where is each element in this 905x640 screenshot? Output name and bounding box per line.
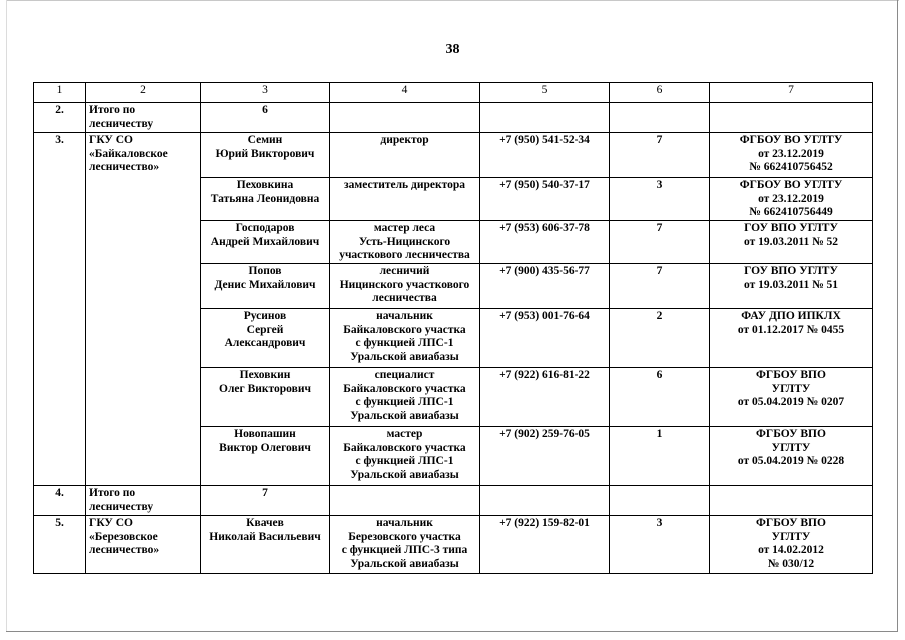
document-cell: [710, 264, 873, 309]
position-line: Уральской авиабазы: [350, 409, 459, 422]
column-header: 4: [330, 83, 480, 103]
page-frame-bottom: [6, 631, 898, 632]
empty-cell: [710, 103, 873, 133]
document-cell: [710, 368, 873, 427]
document-line: от 05.04.2019 № 0228: [737, 455, 845, 468]
position-cell: [330, 133, 480, 178]
phone-cell: +7 (950) 540-37-17: [480, 178, 610, 221]
column-header: 6: [610, 83, 710, 103]
row-number: 5.: [34, 516, 86, 574]
phone-cell: +7 (950) 541-52-34: [480, 133, 610, 178]
column-header: 3: [201, 83, 330, 103]
empty-cell: [480, 486, 610, 516]
experience-cell: 7: [610, 133, 710, 178]
person-name-line: Пеховкин: [239, 369, 291, 381]
phone-cell: +7 (922) 616-81-22: [480, 368, 610, 427]
staff-table: [33, 82, 873, 574]
position-line: лесничий: [379, 265, 430, 277]
phone-cell: +7 (953) 001-76-64: [480, 309, 610, 368]
page-frame-right: [897, 0, 898, 632]
document-line: от 01.12.2017 № 0455: [737, 323, 845, 336]
position-line: участкового лесничества: [339, 249, 470, 262]
row-number: 3.: [34, 133, 86, 486]
position-line: с функцией ЛПС-1: [355, 337, 454, 350]
person-name-cell: [201, 264, 330, 309]
page-frame-left: [6, 0, 7, 632]
document-line: от 05.04.2019 № 0207: [737, 396, 845, 409]
organization-cell: [86, 486, 201, 516]
document-line: УГЛТУ: [771, 530, 811, 543]
position-cell: [330, 221, 480, 264]
person-name-cell: [201, 221, 330, 264]
experience-cell: 1: [610, 427, 710, 486]
organization-line: ГКУ СО: [89, 517, 133, 529]
position-line: директор: [380, 134, 429, 146]
person-name-cell: [201, 309, 330, 368]
document-cell: [710, 516, 873, 574]
experience-cell: 3: [610, 516, 710, 574]
person-name-line: Русинов: [243, 310, 287, 322]
document-line: ФГБОУ ВПО: [756, 428, 826, 440]
experience-cell: 7: [610, 264, 710, 309]
position-line: Уральской авиабазы: [350, 557, 459, 570]
column-header: 5: [480, 83, 610, 103]
document-cell: [710, 221, 873, 264]
position-cell: [330, 178, 480, 221]
empty-cell: [610, 103, 710, 133]
person-name-line: Андрей Михайлович: [210, 235, 320, 248]
document-line: № 662410756452: [749, 161, 833, 174]
position-line: с функцией ЛПС-3 типа: [341, 544, 468, 557]
experience-cell: 3: [610, 178, 710, 221]
person-name-line: Юрий Викторович: [215, 147, 315, 160]
document-line: ФГБОУ ВО УГЛТУ: [739, 134, 843, 146]
document-line: от 14.02.2012: [758, 544, 824, 557]
experience-cell: 6: [610, 368, 710, 427]
document-line: № 662410756449: [749, 206, 833, 219]
organization-line: Итого по: [89, 104, 136, 116]
organization-line: ГКУ СО: [89, 134, 133, 146]
document-line: УГЛТУ: [771, 382, 811, 395]
person-name-line: Новопашин: [234, 428, 296, 440]
page-frame-top: [6, 0, 899, 1]
person-name-line: Николай Васильевич: [209, 530, 321, 543]
person-name-line: Денис Михайлович: [214, 278, 316, 291]
empty-cell: [480, 103, 610, 133]
empty-cell: [330, 486, 480, 516]
column-header: 2: [86, 83, 201, 103]
position-line: специалист: [374, 369, 435, 381]
document-line: ФГБОУ ВПО: [756, 517, 826, 529]
document-line: ФГБОУ ВО УГЛТУ: [739, 179, 843, 191]
person-name-line: Олег Викторович: [219, 382, 311, 395]
page-number: 38: [445, 42, 460, 57]
position-line: с функцией ЛПС-1: [355, 396, 454, 409]
position-line: Ницинского участкового: [339, 278, 470, 291]
person-name-cell: [201, 178, 330, 221]
row-number: 4.: [34, 486, 86, 516]
organization-line: «Байкаловское: [89, 147, 168, 160]
table-row: [34, 486, 873, 516]
experience-cell: 2: [610, 309, 710, 368]
position-line: Березовского участка: [348, 530, 461, 543]
header-row: [34, 83, 873, 103]
person-name-cell: [201, 133, 330, 178]
person-name-line: Семин: [247, 134, 283, 146]
organization-line: лесничеству: [89, 117, 154, 130]
document-cell: [710, 427, 873, 486]
phone-cell: +7 (922) 159-82-01: [480, 516, 610, 574]
position-cell: [330, 368, 480, 427]
table-row: [34, 133, 873, 178]
position-line: Байкаловского участка: [343, 441, 466, 454]
document-line: от 19.03.2011 № 52: [743, 235, 839, 248]
person-name-line: Виктор Олегович: [219, 441, 311, 454]
organization-cell: [86, 516, 201, 574]
empty-cell: [710, 486, 873, 516]
document-line: ГОУ ВПО УГЛТУ: [744, 222, 838, 234]
organization-cell: [86, 133, 201, 486]
organization-line: лесничество»: [89, 161, 160, 174]
position-line: с функцией ЛПС-1: [355, 455, 454, 468]
document-line: ГОУ ВПО УГЛТУ: [744, 265, 838, 277]
position-line: заместитель директора: [344, 179, 465, 191]
document-line: от 19.03.2011 № 51: [743, 278, 839, 291]
table-row: [34, 103, 873, 133]
organization-line: лесничеству: [89, 500, 154, 513]
document-line: УГЛТУ: [771, 441, 811, 454]
person-name-line: Александрович: [224, 337, 306, 350]
phone-cell: +7 (900) 435-56-77: [480, 264, 610, 309]
organization-line: лесничество»: [89, 544, 160, 557]
position-line: мастер леса: [373, 222, 436, 234]
position-cell: [330, 516, 480, 574]
column-header: 7: [710, 83, 873, 103]
position-line: лесничества: [372, 292, 437, 305]
total-count: 7: [201, 486, 330, 516]
person-name-line: Пеховкина: [236, 179, 294, 191]
document-cell: [710, 133, 873, 178]
organization-line: Итого по: [89, 487, 136, 499]
empty-cell: [330, 103, 480, 133]
position-line: мастер: [386, 428, 423, 440]
person-name-line: Квачев: [246, 517, 284, 529]
position-line: Байкаловского участка: [343, 382, 466, 395]
position-line: Байкаловского участка: [343, 323, 466, 336]
document-line: ФГБОУ ВПО: [756, 369, 826, 381]
position-line: начальник: [376, 310, 433, 322]
phone-cell: +7 (953) 606-37-78: [480, 221, 610, 264]
total-count: 6: [201, 103, 330, 133]
person-name-line: Сергей: [246, 323, 284, 336]
row-number: 2.: [34, 103, 86, 133]
position-line: Уральской авиабазы: [350, 350, 459, 363]
document-line: от 23.12.2019: [758, 147, 824, 160]
position-cell: [330, 427, 480, 486]
document-line: от 23.12.2019: [758, 192, 824, 205]
person-name-cell: [201, 368, 330, 427]
document-cell: [710, 309, 873, 368]
table-row: [34, 516, 873, 574]
organization-line: «Березовское: [89, 530, 158, 543]
position-cell: [330, 309, 480, 368]
position-cell: [330, 264, 480, 309]
person-name-line: Попов: [248, 265, 282, 277]
position-line: начальник: [376, 517, 433, 529]
document-line: № 030/12: [767, 557, 815, 570]
person-name-line: Татьяна Леонидовна: [210, 192, 320, 205]
person-name-cell: [201, 427, 330, 486]
person-name-cell: [201, 516, 330, 574]
organization-cell: [86, 103, 201, 133]
empty-cell: [610, 486, 710, 516]
position-line: Уральской авиабазы: [350, 468, 459, 481]
document-line: ФАУ ДПО ИПКЛХ: [741, 310, 841, 322]
person-name-line: Господаров: [235, 222, 295, 234]
document-cell: [710, 178, 873, 221]
phone-cell: +7 (902) 259-76-05: [480, 427, 610, 486]
position-line: Усть-Ницинского: [358, 235, 451, 248]
column-header: 1: [34, 83, 86, 103]
experience-cell: 7: [610, 221, 710, 264]
